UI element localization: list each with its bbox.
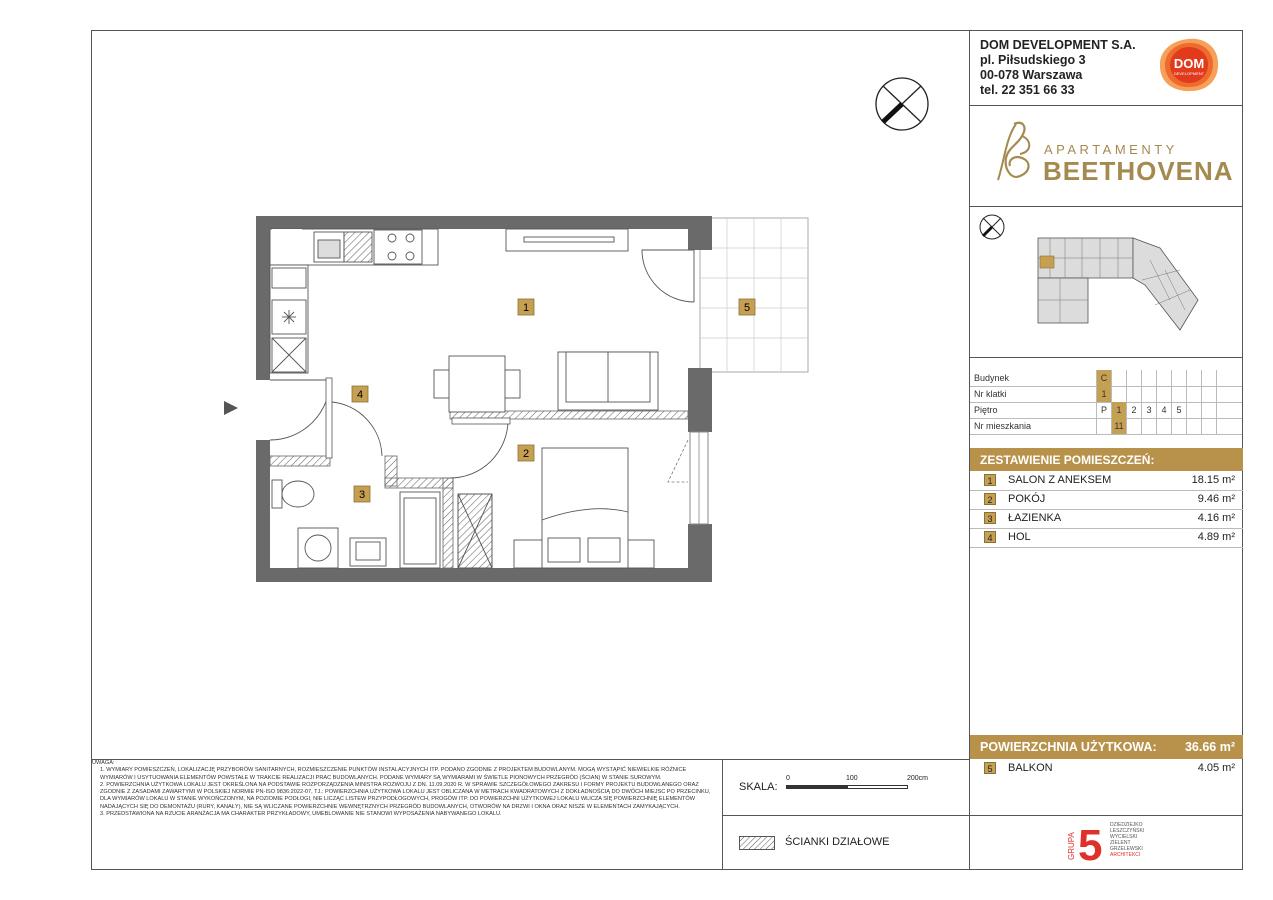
grupa-five: 5: [1078, 821, 1103, 870]
balcony-number: 5: [984, 762, 996, 774]
plan-label-1: 1: [522, 302, 530, 314]
floor-label: Piętro: [974, 405, 998, 415]
scale-bar-light: [847, 785, 908, 789]
architect-name: DZIEDZIEJKO: [1110, 822, 1143, 828]
brand-subtitle: APARTAMENTY: [1044, 142, 1178, 157]
note-item: 2. POWIERZCHNIA UŻYTKOWA LOKALU JEST OKREŚLONA NA PODSTAWIE ROZPORZĄDZENIA MINISTRA ROZWOJU Z DN. 11.09.2020 R. W SPRAWIE SZCZEGÓŁOWEGO ZAKRESU I FORMY PROJEKTU BUDOWLANEGO ORAZ ZGODNIE Z ZASADAMI ZAWARTYMI W POLSKIEJ NORMIE PN-ISO 9836:2022-07, TJ.: POWIERZCHNIA UŻYTKOWA LOKALU JEST OBLICZANA W METRACH KWADRATOWYCH Z DOKŁADNOŚCIĄ DO DWÓCH MIEJSC PO PRZECINKU, DLA WYMIARÓW LOKALU W STANIE WYKOŃCZONYM, NA POZIOMIE PODŁOGI, NIE LICZĄC LISTEW PRZYPODŁOGOWYCH, PROGÓW ITP. DO POWIERZCHNI UŻYTKOWEJ LOKALU WLICZA SIĘ POWIERZCHNIĘ ELEMENTÓW NADAJĄCYCH SIĘ DO DEMONTAŻU (RURY, KANAŁY), NIE SĄ WLICZANE POWIERZCHNIE WEWNĘTRZNYCH PRZEGRÓD BUDOWLANYCH, OTWORÓW NA DRZWI I OKNA ORAZ NISZE W ELEMENTACH ZAMYKAJĄCYCH.: [100, 781, 711, 810]
dom-logo-subtext: DEVELOPMENT: [1173, 71, 1205, 76]
company-name: DOM DEVELOPMENT S.A.: [980, 38, 1136, 52]
apartment-label: Nr mieszkania: [974, 421, 1032, 431]
floor-2: 2: [1126, 402, 1141, 418]
balcony-name: BALKON: [1008, 762, 1053, 774]
room-name: HOL: [1008, 531, 1031, 543]
room-row: [970, 528, 1243, 548]
room-name: ŁAZIENKA: [1008, 512, 1062, 524]
architect-name: GRZELEWSKI: [1110, 846, 1143, 852]
balcony-area-drawing: [700, 218, 808, 372]
rooms-header: ZESTAWIENIE POMIESZCZEŃ:: [970, 448, 1243, 471]
bed: [514, 448, 654, 568]
room-row: [970, 490, 1243, 510]
stair-value: 1: [1096, 386, 1111, 402]
balcony-row: [970, 759, 1243, 778]
beethovena-monogram: [992, 118, 1040, 188]
building-value: C: [1096, 370, 1111, 386]
room-name: SALON Z ANEKSEM: [1008, 474, 1112, 486]
company-info: [980, 38, 1136, 98]
room-area: 4.16 m²: [1197, 512, 1235, 524]
stair-label: Nr klatki: [974, 389, 1007, 399]
grupa-text: GRUPA: [1067, 832, 1076, 860]
total-label: POWIERZCHNIA UŻYTKOWA:: [980, 740, 1157, 754]
note-item: 1. WYMIARY POMIESZCZEŃ, LOKALIZACJĘ PRZYBORÓW SANITARNYCH, ROZMIESZCZENIE PUNKTÓW INSTALACYJNYCH ITP. PODANO ZGODNIE Z PROJEKTEM BUDOWLANYM. MOGĄ WYSTĄPIĆ NIEWIELKIE RÓŻNICE WYMIARÓW I USYTUOWANIA ELEMENTÓW POWSTAŁE W TRAKCIE REALIZACJI PRAC BUDOWLANYCH. PODANE WYMIARY SĄ WYMIARAMI W ŚWIETLE PIONOWYCH PRZEGRÓD (ŚCIAN) W STANIE SUROWYM.: [100, 767, 687, 781]
grupa5-logo: [1067, 820, 1158, 870]
room-area: 18.15 m²: [1191, 474, 1235, 486]
entrance-arrow-icon: [224, 401, 238, 415]
building-key-plan: [1030, 230, 1200, 340]
floor-3: 3: [1141, 402, 1156, 418]
room-number: 3: [984, 512, 996, 524]
plan-label-4: 4: [356, 389, 364, 401]
room-row: [970, 471, 1243, 491]
company-street: pl. Piłsudskiego 3: [980, 53, 1086, 67]
scale-label: SKALA:: [739, 781, 778, 793]
kitchen-fixtures: [270, 229, 438, 373]
floor-5: 5: [1171, 402, 1186, 418]
room-number: 2: [984, 493, 996, 505]
room-area: 9.46 m²: [1197, 493, 1235, 505]
room-area: 4.89 m²: [1197, 531, 1235, 543]
total-area-bar: [970, 735, 1243, 759]
architect-name: LESZCZYŃSKI: [1110, 828, 1145, 834]
balcony-area: 4.05 m²: [1197, 762, 1235, 774]
company-city: 00-078 Warszawa: [980, 68, 1083, 82]
architect-name: ARCHITEKCI: [1110, 852, 1141, 858]
note-item: 3. PRZEDSTAWIONA NA RZUCIE ARANŻACJA MA CHARAKTER PRZYKŁADOWY, UMEBLOWANIE NIE STANOWI WYPOSAŻENIA NABYWANEGO LOKALU.: [100, 811, 502, 818]
notes-block: [92, 760, 720, 818]
floor-4: 4: [1156, 402, 1171, 418]
scale-bar-dark: [786, 785, 847, 789]
mini-compass-icon: [977, 213, 1007, 241]
scale-tick-200: 200cm: [907, 775, 929, 782]
plan-label-5: 5: [743, 302, 751, 314]
partition-wall-legend-icon: [739, 836, 775, 850]
architect-name: WYCIELSKI: [1110, 834, 1138, 840]
room-number: 1: [984, 474, 996, 486]
scale-tick-0: 0: [786, 775, 790, 782]
partition-wall-legend: ŚCIANKI DZIAŁOWE: [785, 836, 890, 848]
apartment-value: 11: [1111, 418, 1126, 434]
company-phone: tel. 22 351 66 33: [980, 83, 1075, 97]
architect-name: ZIELENT: [1110, 840, 1131, 846]
notes-title: UWAGA:: [92, 760, 115, 766]
brand-title: BEETHOVENA: [1043, 156, 1234, 186]
total-value: 36.66 m²: [1184, 740, 1235, 754]
building-label: Budynek: [974, 373, 1010, 383]
room-number: 4: [984, 531, 996, 543]
floor-plan: [220, 210, 820, 590]
scale-legend-box: [722, 760, 969, 870]
scale-tick-100: 100: [846, 775, 858, 782]
dining-table: [434, 356, 520, 412]
sofa: [558, 352, 658, 410]
north-compass-icon: [873, 76, 931, 132]
room-row: [970, 509, 1243, 529]
plan-label-3: 3: [358, 489, 366, 501]
floor-p: P: [1096, 402, 1111, 418]
room-name: POKÓJ: [1008, 493, 1046, 505]
plan-label-2: 2: [522, 448, 530, 460]
dom-logo-text: DOM: [1173, 56, 1205, 71]
dom-development-logo: [1158, 37, 1220, 93]
floor-1: 1: [1111, 402, 1126, 418]
